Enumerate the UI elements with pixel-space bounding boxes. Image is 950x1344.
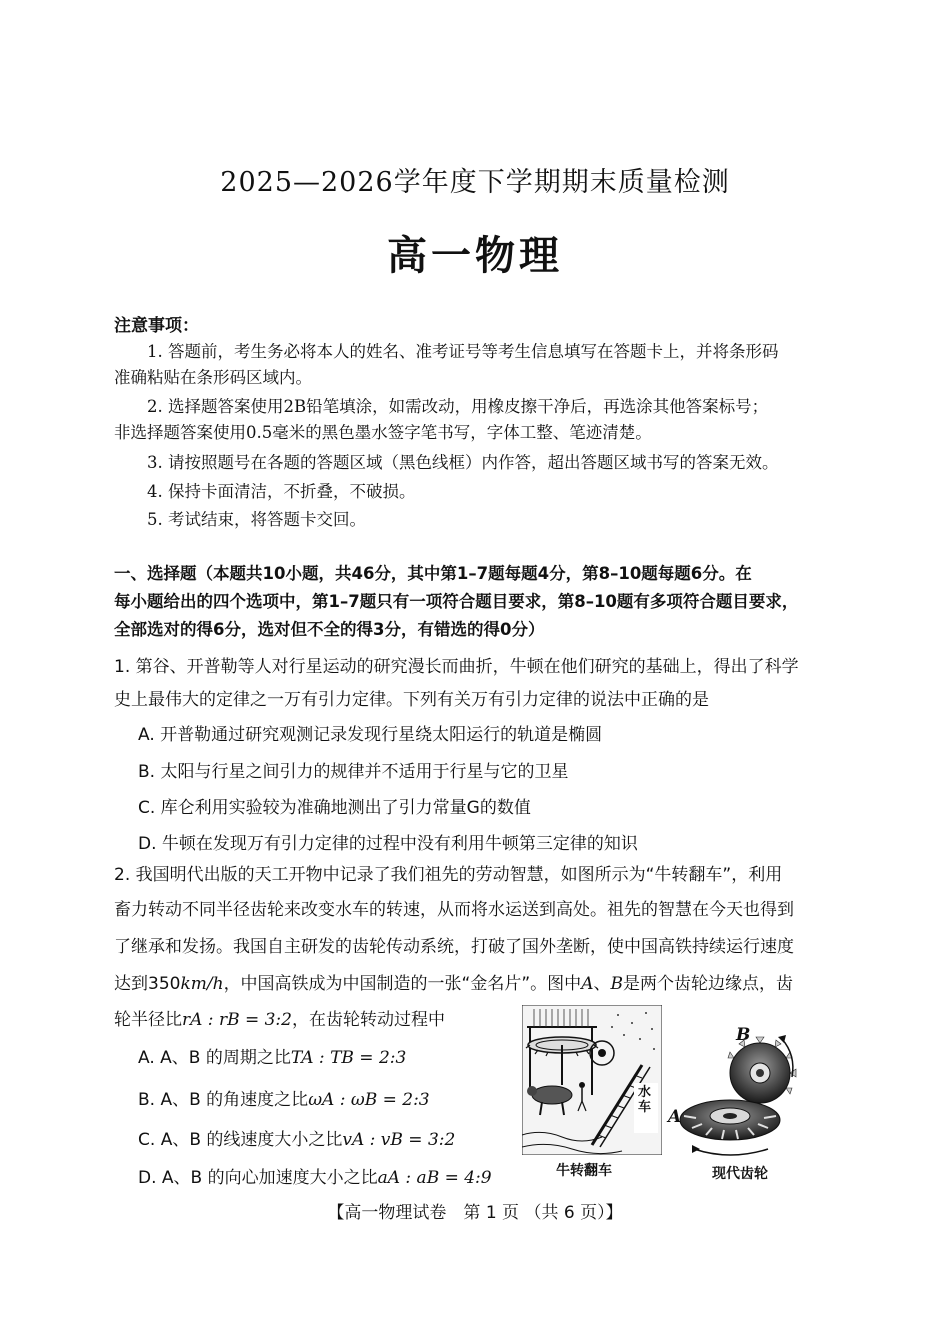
q2-option-c-text: A、B 的线速度大小之比 — [160, 1130, 343, 1150]
q2-point-a: A — [581, 974, 594, 994]
q2-point-b: B — [610, 974, 623, 994]
q2-stem-5-post: ，在齿轮转动过程中 — [291, 1010, 445, 1030]
q2-option-a-text: A、B 的周期之比 — [160, 1048, 291, 1068]
q2-stem-4 — [114, 969, 793, 994]
notice-line-2-cont: 非选择题答案使用0.5毫米的黑色墨水签字笔书写，字体工整、笔迹清楚。 — [114, 423, 652, 442]
q2-option-b-math: ωA : ωB = 2:3 — [308, 1090, 430, 1110]
q2-stem-2: 畜力转动不同半径齿轮来改变水车的转速，从而将水运送到高处。祖先的智慧在今天也得到 — [114, 900, 794, 920]
q2-option-d-math: aA : aB = 4:9 — [377, 1168, 492, 1188]
section1-line-3: 全部选对的得6分，选对但不全的得3分，有错选的得0分） — [114, 620, 545, 639]
notice-line-5: 5. 考试结束，将答题卡交回。 — [147, 510, 366, 529]
water-wheel-label-1: 水 — [638, 1085, 652, 1100]
ox-water-wheel-caption: 牛转翻车 — [556, 1163, 612, 1179]
q1-option-a: A. 开普勒通过研究观测记录发现行星绕太阳运行的轨道是椭圆 — [138, 725, 603, 745]
q2-option-b-prefix: B. — [138, 1090, 161, 1110]
q2-stem-4-pre: 达到350 — [114, 974, 181, 994]
q2-option-a-prefix: A. — [138, 1048, 161, 1068]
q2-stem-4-end: 是两个齿轮边缘点，齿 — [622, 974, 793, 994]
section1-line-1: 一、选择题（本题共10小题，共46分，其中第1–7题每题4分，第8–10题每题6分。在 — [114, 564, 752, 583]
exam-title: 2025—2026学年度下学期期末质量检测 — [220, 167, 730, 198]
notice-line-2: 2. 选择题答案使用2B铅笔填涂，如需改动，用橡皮擦干净后，再选涂其他答案标号； — [147, 397, 769, 416]
q2-stem-5 — [114, 1005, 445, 1030]
q2-radius-ratio: rA : rB = 3:2 — [182, 1010, 292, 1030]
q2-option-d-prefix: D. — [138, 1168, 162, 1188]
page-footer: 【高一物理试卷 第 1 页 （共 6 页）】 — [327, 1203, 623, 1223]
q2-stem-1: 2. 我国明代出版的天工开物中记录了我们祖先的劳动智慧，如图所示为“牛转翻车”，利用 — [114, 865, 783, 885]
bevel-gear-illustration — [672, 1025, 802, 1160]
notice-line-1-cont: 准确粘贴在条形码区域内。 — [114, 368, 312, 387]
water-wheel-label — [638, 1085, 656, 1115]
q2-option-b-text: A、B 的角速度之比 — [160, 1090, 309, 1110]
q2-option-c — [138, 1125, 455, 1150]
q2-option-d-text: A、B 的向心加速度大小之比 — [161, 1168, 378, 1188]
modern-gear-figure — [668, 1025, 802, 1160]
subject-title: 高一物理 — [387, 232, 563, 279]
q2-option-c-prefix: C. — [138, 1130, 161, 1150]
q2-speed-unit: km/h — [180, 974, 224, 994]
q2-option-c-math: vA : vB = 3:2 — [342, 1130, 456, 1150]
q2-option-a — [138, 1043, 406, 1068]
section1-line-2: 每小题给出的四个选项中，第1–7题只有一项符合题目要求，第8–10题有多项符合题目要求， — [114, 592, 799, 611]
ox-water-wheel-illustration — [522, 1005, 662, 1155]
gear-point-b-label: B — [736, 1025, 751, 1045]
q1-option-b: B. 太阳与行星之间引力的规律并不适用于行星与它的卫星 — [138, 762, 569, 782]
q1-option-c: C. 库仑利用实验较为准确地测出了引力常量G的数值 — [138, 798, 531, 818]
q2-stem-3: 了继承和发扬。我国自主研发的齿轮传动系统，打破了国外垄断，使中国高铁持续运行速度 — [114, 937, 794, 957]
q2-stem-4-sep: 、 — [593, 974, 611, 994]
gear-point-a-label: A — [668, 1107, 682, 1127]
notice-line-1: 1. 答题前，考生务必将本人的姓名、准考证号等考生信息填写在答题卡上，并将条形码 — [147, 342, 779, 361]
q2-stem-5-pre: 轮半径比 — [114, 1010, 182, 1030]
q2-option-b — [138, 1085, 430, 1110]
q1-stem-2: 史上最伟大的定律之一万有引力定律。下列有关万有引力定律的说法中正确的是 — [114, 690, 709, 710]
q2-option-d — [138, 1163, 492, 1188]
q2-stem-4-post: ，中国高铁成为中国制造的一张“金名片”。图中 — [223, 974, 582, 994]
notice-line-4: 4. 保持卡面清洁，不折叠，不破损。 — [147, 482, 416, 501]
modern-gear-caption: 现代齿轮 — [712, 1166, 768, 1182]
water-wheel-label-2: 车 — [638, 1100, 652, 1115]
notice-heading: 注意事项： — [114, 316, 199, 336]
q1-option-d: D. 牛顿在发现万有引力定律的过程中没有利用牛顿第三定律的知识 — [138, 834, 638, 854]
ox-water-wheel-figure — [522, 1005, 662, 1155]
q2-option-a-math: TA : TB = 2:3 — [290, 1048, 407, 1068]
notice-line-3: 3. 请按照题号在各题的答题区域（黑色线框）内作答，超出答题区域书写的答案无效。 — [147, 453, 779, 472]
q1-stem-1: 1. 第谷、开普勒等人对行星运动的研究漫长而曲折，牛顿在他们研究的基础上，得出了科学 — [114, 657, 799, 677]
